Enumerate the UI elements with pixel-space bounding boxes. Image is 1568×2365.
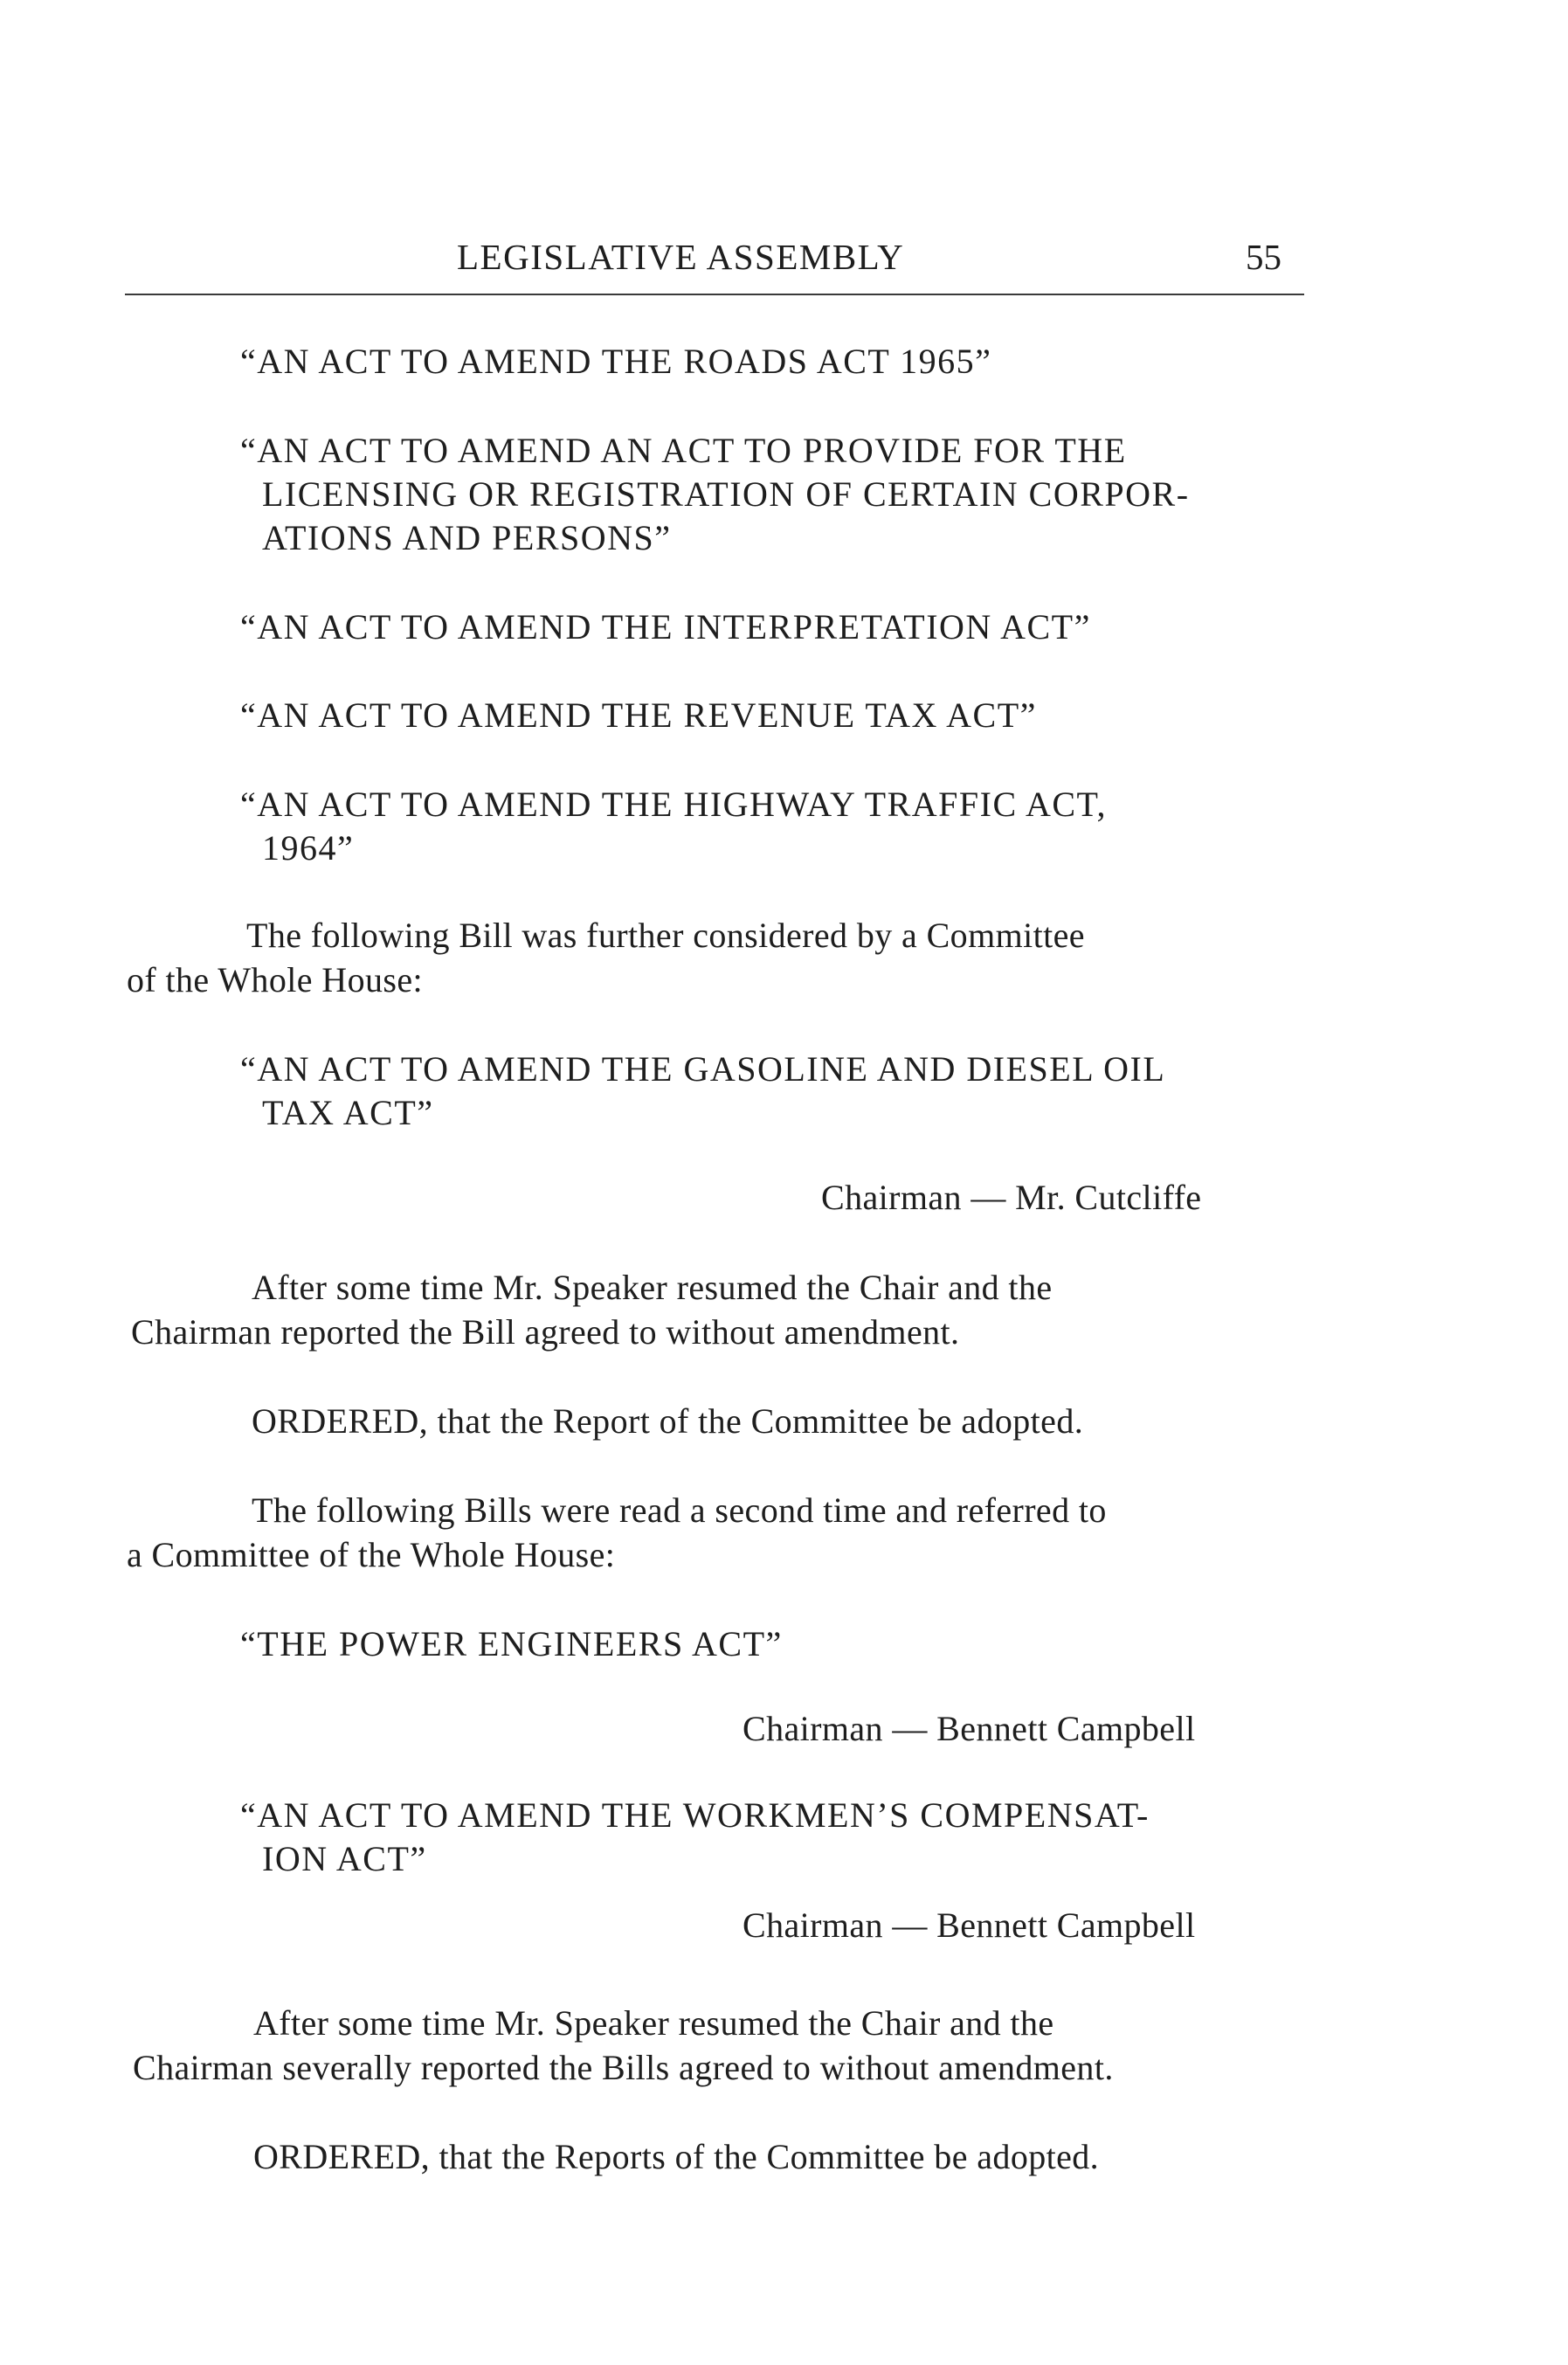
bill-title-workmen-line-1: “AN ACT TO AMEND THE WORKMEN’S COMPENSAT- — [240, 1795, 1150, 1835]
bill-title-highway-traffic-line-2: 1964” — [262, 828, 355, 868]
bill-title-roads-act: “AN ACT TO AMEND THE ROADS ACT 1965” — [240, 342, 992, 381]
ordered-report-adopted: ORDERED, that the Report of the Committee be adopted. — [252, 1401, 1084, 1441]
bill-title-revenue-tax-act: “AN ACT TO AMEND THE REVENUE TAX ACT” — [240, 695, 1037, 735]
paragraph-resumed-2-line-2: Chairman severally reported the Bills agreed to without amendment. — [133, 2048, 1114, 2087]
bill-title-licensing-line-1: “AN ACT TO AMEND AN ACT TO PROVIDE FOR THE — [240, 431, 1127, 470]
paragraph-resumed-1-line-2: Chairman reported the Bill agreed to without amendment. — [131, 1312, 960, 1352]
bill-title-interpretation-act: “AN ACT TO AMEND THE INTERPRETATION ACT” — [240, 607, 1091, 647]
paragraph-second-reading-line-1: The following Bills were read a second time and referred to — [252, 1490, 1107, 1530]
chairman-cutcliffe: Chairman — Mr. Cutcliffe — [821, 1178, 1202, 1217]
bill-title-gasoline-line-2: TAX ACT” — [262, 1093, 434, 1132]
paragraph-resumed-1-line-1: After some time Mr. Speaker resumed the Chair and the — [252, 1268, 1053, 1307]
chairman-campbell-1: Chairman — Bennett Campbell — [743, 1709, 1196, 1748]
paragraph-resumed-2-line-1: After some time Mr. Speaker resumed the Chair and the — [253, 2003, 1054, 2043]
header-rule — [125, 294, 1304, 295]
paragraph-second-reading-line-2: a Committee of the Whole House: — [127, 1535, 616, 1574]
bill-title-gasoline-line-1: “AN ACT TO AMEND THE GASOLINE AND DIESEL OIL — [240, 1049, 1166, 1089]
page-header-title: LEGISLATIVE ASSEMBLY — [457, 237, 905, 277]
bill-title-licensing-line-2: LICENSING OR REGISTRATION OF CERTAIN CORPOR- — [262, 474, 1190, 514]
bill-title-workmen-line-2: ION ACT” — [262, 1839, 427, 1878]
paragraph-further-considered-line-2: of the Whole House: — [127, 960, 424, 999]
bill-title-power-engineers: “THE POWER ENGINEERS ACT” — [240, 1624, 783, 1663]
page-number: 55 — [1246, 237, 1281, 277]
bill-title-highway-traffic-line-1: “AN ACT TO AMEND THE HIGHWAY TRAFFIC ACT, — [240, 785, 1107, 824]
bill-title-licensing-line-3: ATIONS AND PERSONS” — [262, 518, 672, 557]
chairman-campbell-2: Chairman — Bennett Campbell — [743, 1905, 1196, 1945]
paragraph-further-considered-line-1: The following Bill was further considered by a Committee — [246, 916, 1085, 955]
ordered-reports-adopted: ORDERED, that the Reports of the Committee be adopted. — [253, 2137, 1100, 2176]
